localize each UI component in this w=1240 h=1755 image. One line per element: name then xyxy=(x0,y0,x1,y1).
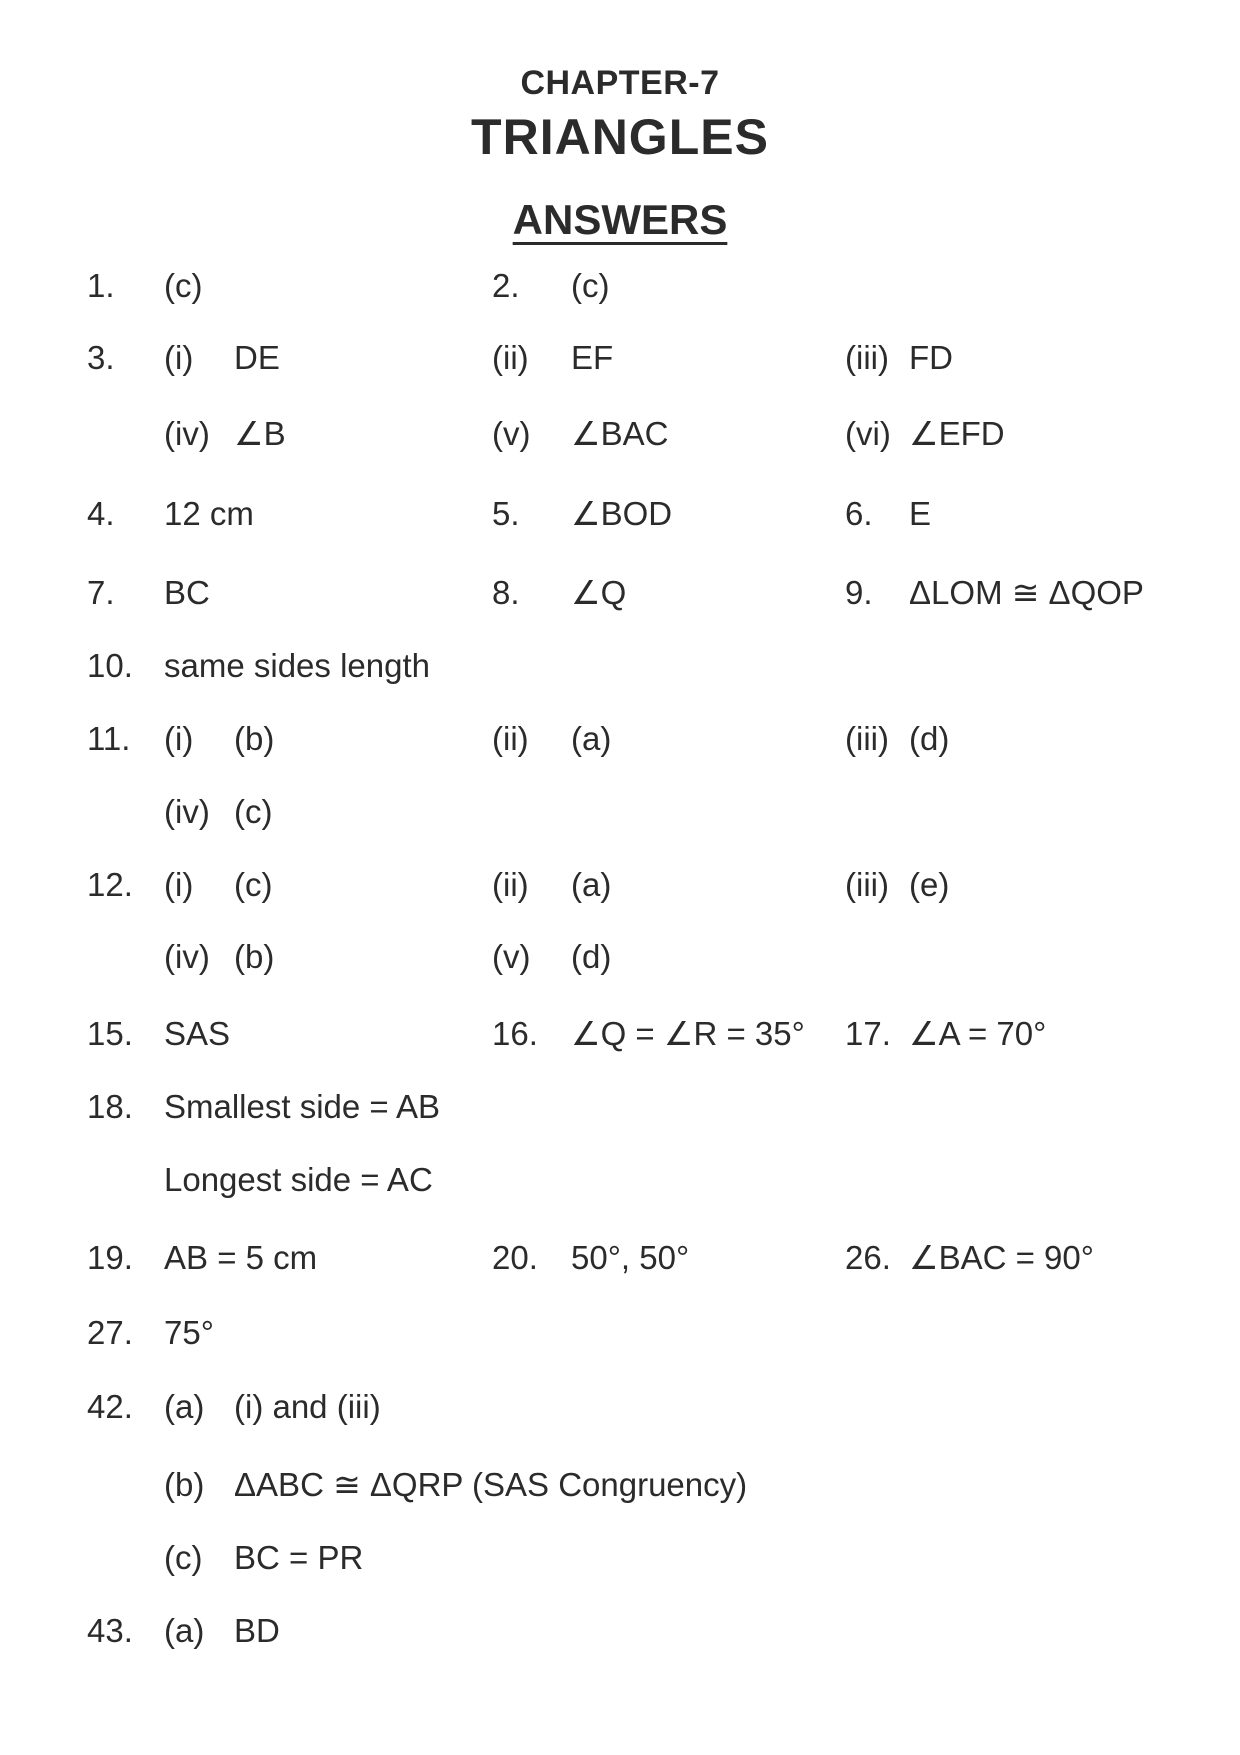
part-label: (a) xyxy=(164,1388,205,1425)
answer-text: Smallest side = AB xyxy=(164,1088,441,1125)
page-title: TRIANGLES xyxy=(471,109,769,165)
answer-text: (e) xyxy=(909,866,950,903)
answer-text: ∠BAC = 90° xyxy=(909,1239,1094,1276)
section-heading xyxy=(0,196,1240,244)
answer-row xyxy=(0,1382,1240,1432)
question-number: 9. xyxy=(845,574,873,611)
part-label: (c) xyxy=(164,1539,203,1576)
answer-text: ΔLOM ≅ ΔQOP xyxy=(909,574,1144,611)
chapter-label: CHAPTER-7 xyxy=(520,64,720,102)
answer-row xyxy=(0,261,1240,311)
part-label: (iv) xyxy=(164,938,210,975)
answer-text: (c) xyxy=(234,866,273,903)
question-number: 8. xyxy=(492,574,520,611)
part-label: (b) xyxy=(164,1466,205,1503)
answer-text: E xyxy=(909,495,932,532)
question-number: 26. xyxy=(845,1239,891,1276)
question-number: 4. xyxy=(87,495,115,532)
answer-text: EF xyxy=(571,339,614,376)
answer-row xyxy=(0,333,1240,383)
answer-text: same sides length xyxy=(164,647,430,684)
answer-row xyxy=(0,1233,1240,1283)
question-number: 11. xyxy=(87,720,131,757)
answer-text: ΔABC ≅ ΔQRP (SAS Congruency) xyxy=(234,1466,748,1503)
part-label: (ii) xyxy=(492,720,529,757)
part-label: (ii) xyxy=(492,866,529,903)
question-number: 1. xyxy=(87,267,115,304)
question-number: 7. xyxy=(87,574,115,611)
answer-row xyxy=(0,409,1240,459)
answer-text: ∠EFD xyxy=(909,415,1005,452)
question-number: 20. xyxy=(492,1239,538,1276)
answer-row xyxy=(0,1460,1240,1510)
answer-text: DE xyxy=(234,339,280,376)
answer-text: BC = PR xyxy=(234,1539,364,1576)
answer-row xyxy=(0,932,1240,982)
question-number: 18. xyxy=(87,1088,133,1125)
question-number: 12. xyxy=(87,866,133,903)
answer-row xyxy=(0,489,1240,539)
question-number: 2. xyxy=(492,267,520,304)
part-label: (i) xyxy=(164,866,194,903)
question-number: 19. xyxy=(87,1239,133,1276)
part-label: (v) xyxy=(492,938,531,975)
question-number: 17. xyxy=(845,1015,891,1052)
answer-text: (c) xyxy=(234,793,273,830)
answer-text: (i) and (iii) xyxy=(234,1388,381,1425)
part-label: (iv) xyxy=(164,793,210,830)
question-number: 3. xyxy=(87,339,115,376)
part-label: (vi) xyxy=(845,415,891,452)
question-number: 15. xyxy=(87,1015,133,1052)
part-label: (ii) xyxy=(492,339,529,376)
answer-row xyxy=(0,1155,1240,1205)
answer-row xyxy=(0,787,1240,837)
answer-text: ∠BOD xyxy=(571,495,673,532)
answer-text: Longest side = AC xyxy=(164,1161,433,1198)
answer-text: 50°, 50° xyxy=(571,1239,690,1276)
answer-text: ∠B xyxy=(234,415,286,452)
part-label: (a) xyxy=(164,1612,205,1649)
section-heading-text: ANSWERS xyxy=(512,196,728,243)
answer-text: (d) xyxy=(571,938,612,975)
answer-text: (b) xyxy=(234,938,275,975)
answer-row xyxy=(0,1606,1240,1656)
question-number: 43. xyxy=(87,1612,133,1649)
answer-row xyxy=(0,714,1240,764)
question-number: 16. xyxy=(492,1015,538,1052)
answer-text: SAS xyxy=(164,1015,231,1052)
answer-text: (a) xyxy=(571,866,612,903)
answer-text: FD xyxy=(909,339,953,376)
answer-row xyxy=(0,568,1240,618)
part-label: (iv) xyxy=(164,415,210,452)
answer-row xyxy=(0,860,1240,910)
answer-text: (c) xyxy=(571,267,610,304)
answer-row xyxy=(0,1082,1240,1132)
part-label: (iii) xyxy=(845,339,889,376)
answer-row xyxy=(0,641,1240,691)
answer-text: BC xyxy=(164,574,210,611)
answer-row xyxy=(0,1533,1240,1583)
part-label: (iii) xyxy=(845,866,889,903)
answer-text: ∠A = 70° xyxy=(909,1015,1047,1052)
part-label: (iii) xyxy=(845,720,889,757)
part-label: (v) xyxy=(492,415,531,452)
answer-text: 75° xyxy=(164,1314,214,1351)
part-label: (i) xyxy=(164,720,194,757)
answer-text: 12 cm xyxy=(164,495,254,532)
answer-text: AB = 5 cm xyxy=(164,1239,318,1276)
answer-text: (b) xyxy=(234,720,275,757)
answer-text: ∠Q xyxy=(571,574,627,611)
answer-text: (d) xyxy=(909,720,950,757)
answer-text: BD xyxy=(234,1612,280,1649)
question-number: 6. xyxy=(845,495,873,532)
answer-row xyxy=(0,1308,1240,1358)
question-number: 42. xyxy=(87,1388,133,1425)
part-label: (i) xyxy=(164,339,194,376)
question-number: 10. xyxy=(87,647,133,684)
question-number: 5. xyxy=(492,495,520,532)
answer-text: (c) xyxy=(164,267,203,304)
answer-text: ∠BAC xyxy=(571,415,669,452)
question-number: 27. xyxy=(87,1314,133,1351)
answer-text: (a) xyxy=(571,720,612,757)
answer-row xyxy=(0,1009,1240,1059)
answer-text: ∠Q = ∠R = 35° xyxy=(571,1015,805,1052)
